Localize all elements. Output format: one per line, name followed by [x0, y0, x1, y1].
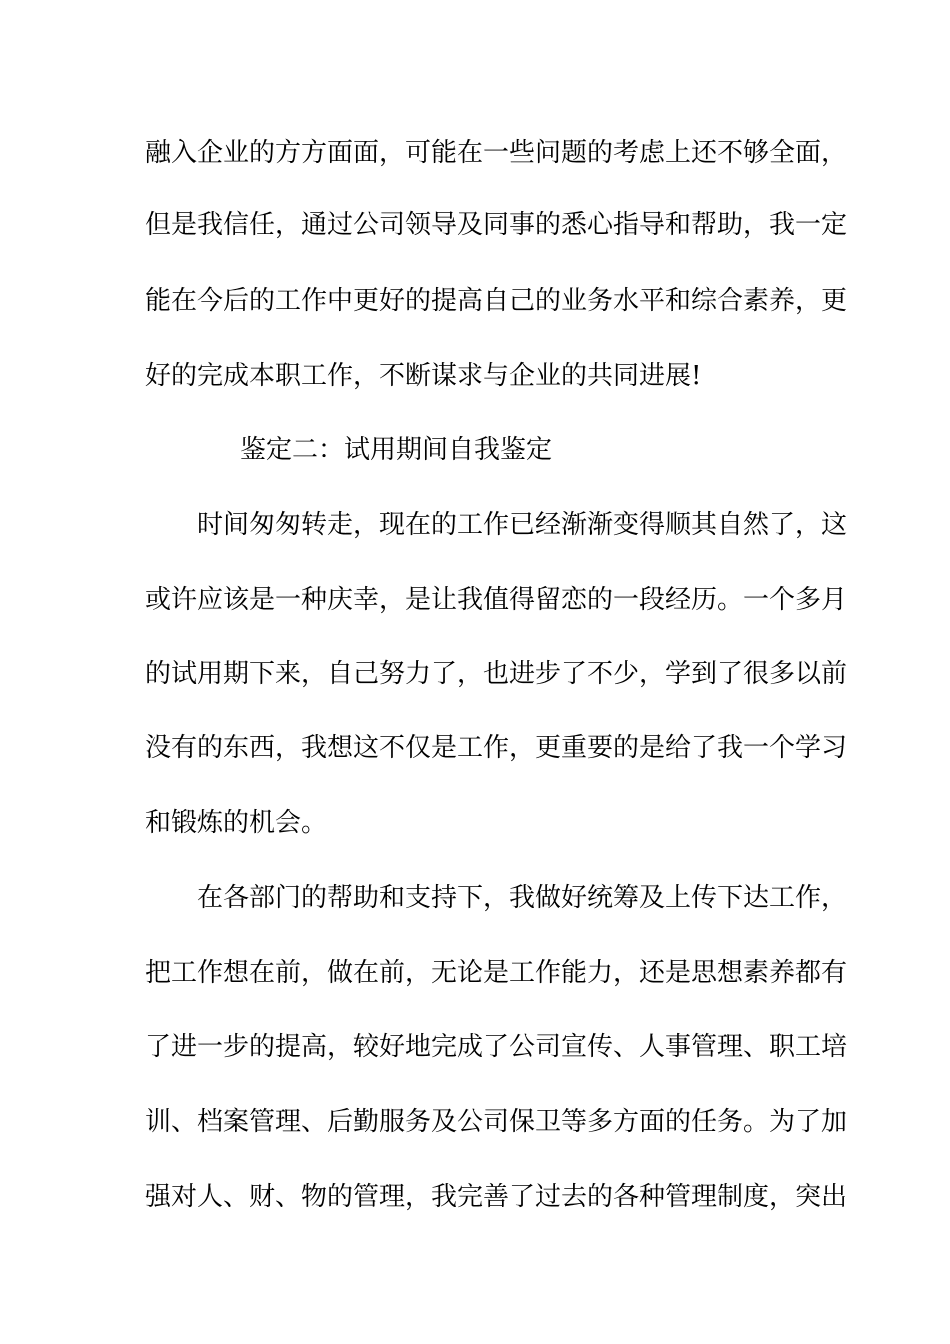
text-line: 的试用期下来，自己努力了，也进步了不少，学到了很多以前 [145, 659, 848, 689]
text-line: 在各部门的帮助和支持下，我做好统筹及上传下达工作， [197, 883, 848, 913]
text-line: 把工作想在前，做在前，无论是工作能力，还是思想素养都有 [145, 958, 848, 988]
text-line: 但是我信任，通过公司领导及同事的悉心指导和帮助，我一定 [145, 210, 848, 240]
text-line: 时间匆匆转走，现在的工作已经渐渐变得顺其自然了，这 [197, 510, 848, 540]
text-line: 融入企业的方方面面，可能在一些问题的考虑上还不够全面， [145, 138, 848, 168]
text-line: 和锻炼的机会。 [145, 808, 328, 838]
text-line: 好的完成本职工作，不断谋求与企业的共同进展! [145, 361, 702, 391]
text-line: 训、档案管理、后勤服务及公司保卫等多方面的任务。为了加 [145, 1107, 848, 1137]
text-line: 能在今后的工作中更好的提高自己的业务水平和综合素养，更 [145, 286, 848, 316]
section-heading: 鉴定二：试用期间自我鉴定 [240, 435, 553, 465]
text-line: 了进一步的提高，较好地完成了公司宣传、人事管理、职工培 [145, 1032, 848, 1062]
text-line: 或许应该是一种庆幸，是让我值得留恋的一段经历。一个多月 [145, 585, 848, 615]
text-line: 强对人、财、物的管理，我完善了过去的各种管理制度，突出 [145, 1182, 848, 1212]
text-line: 没有的东西，我想这不仅是工作，更重要的是给了我一个学习 [145, 733, 848, 763]
